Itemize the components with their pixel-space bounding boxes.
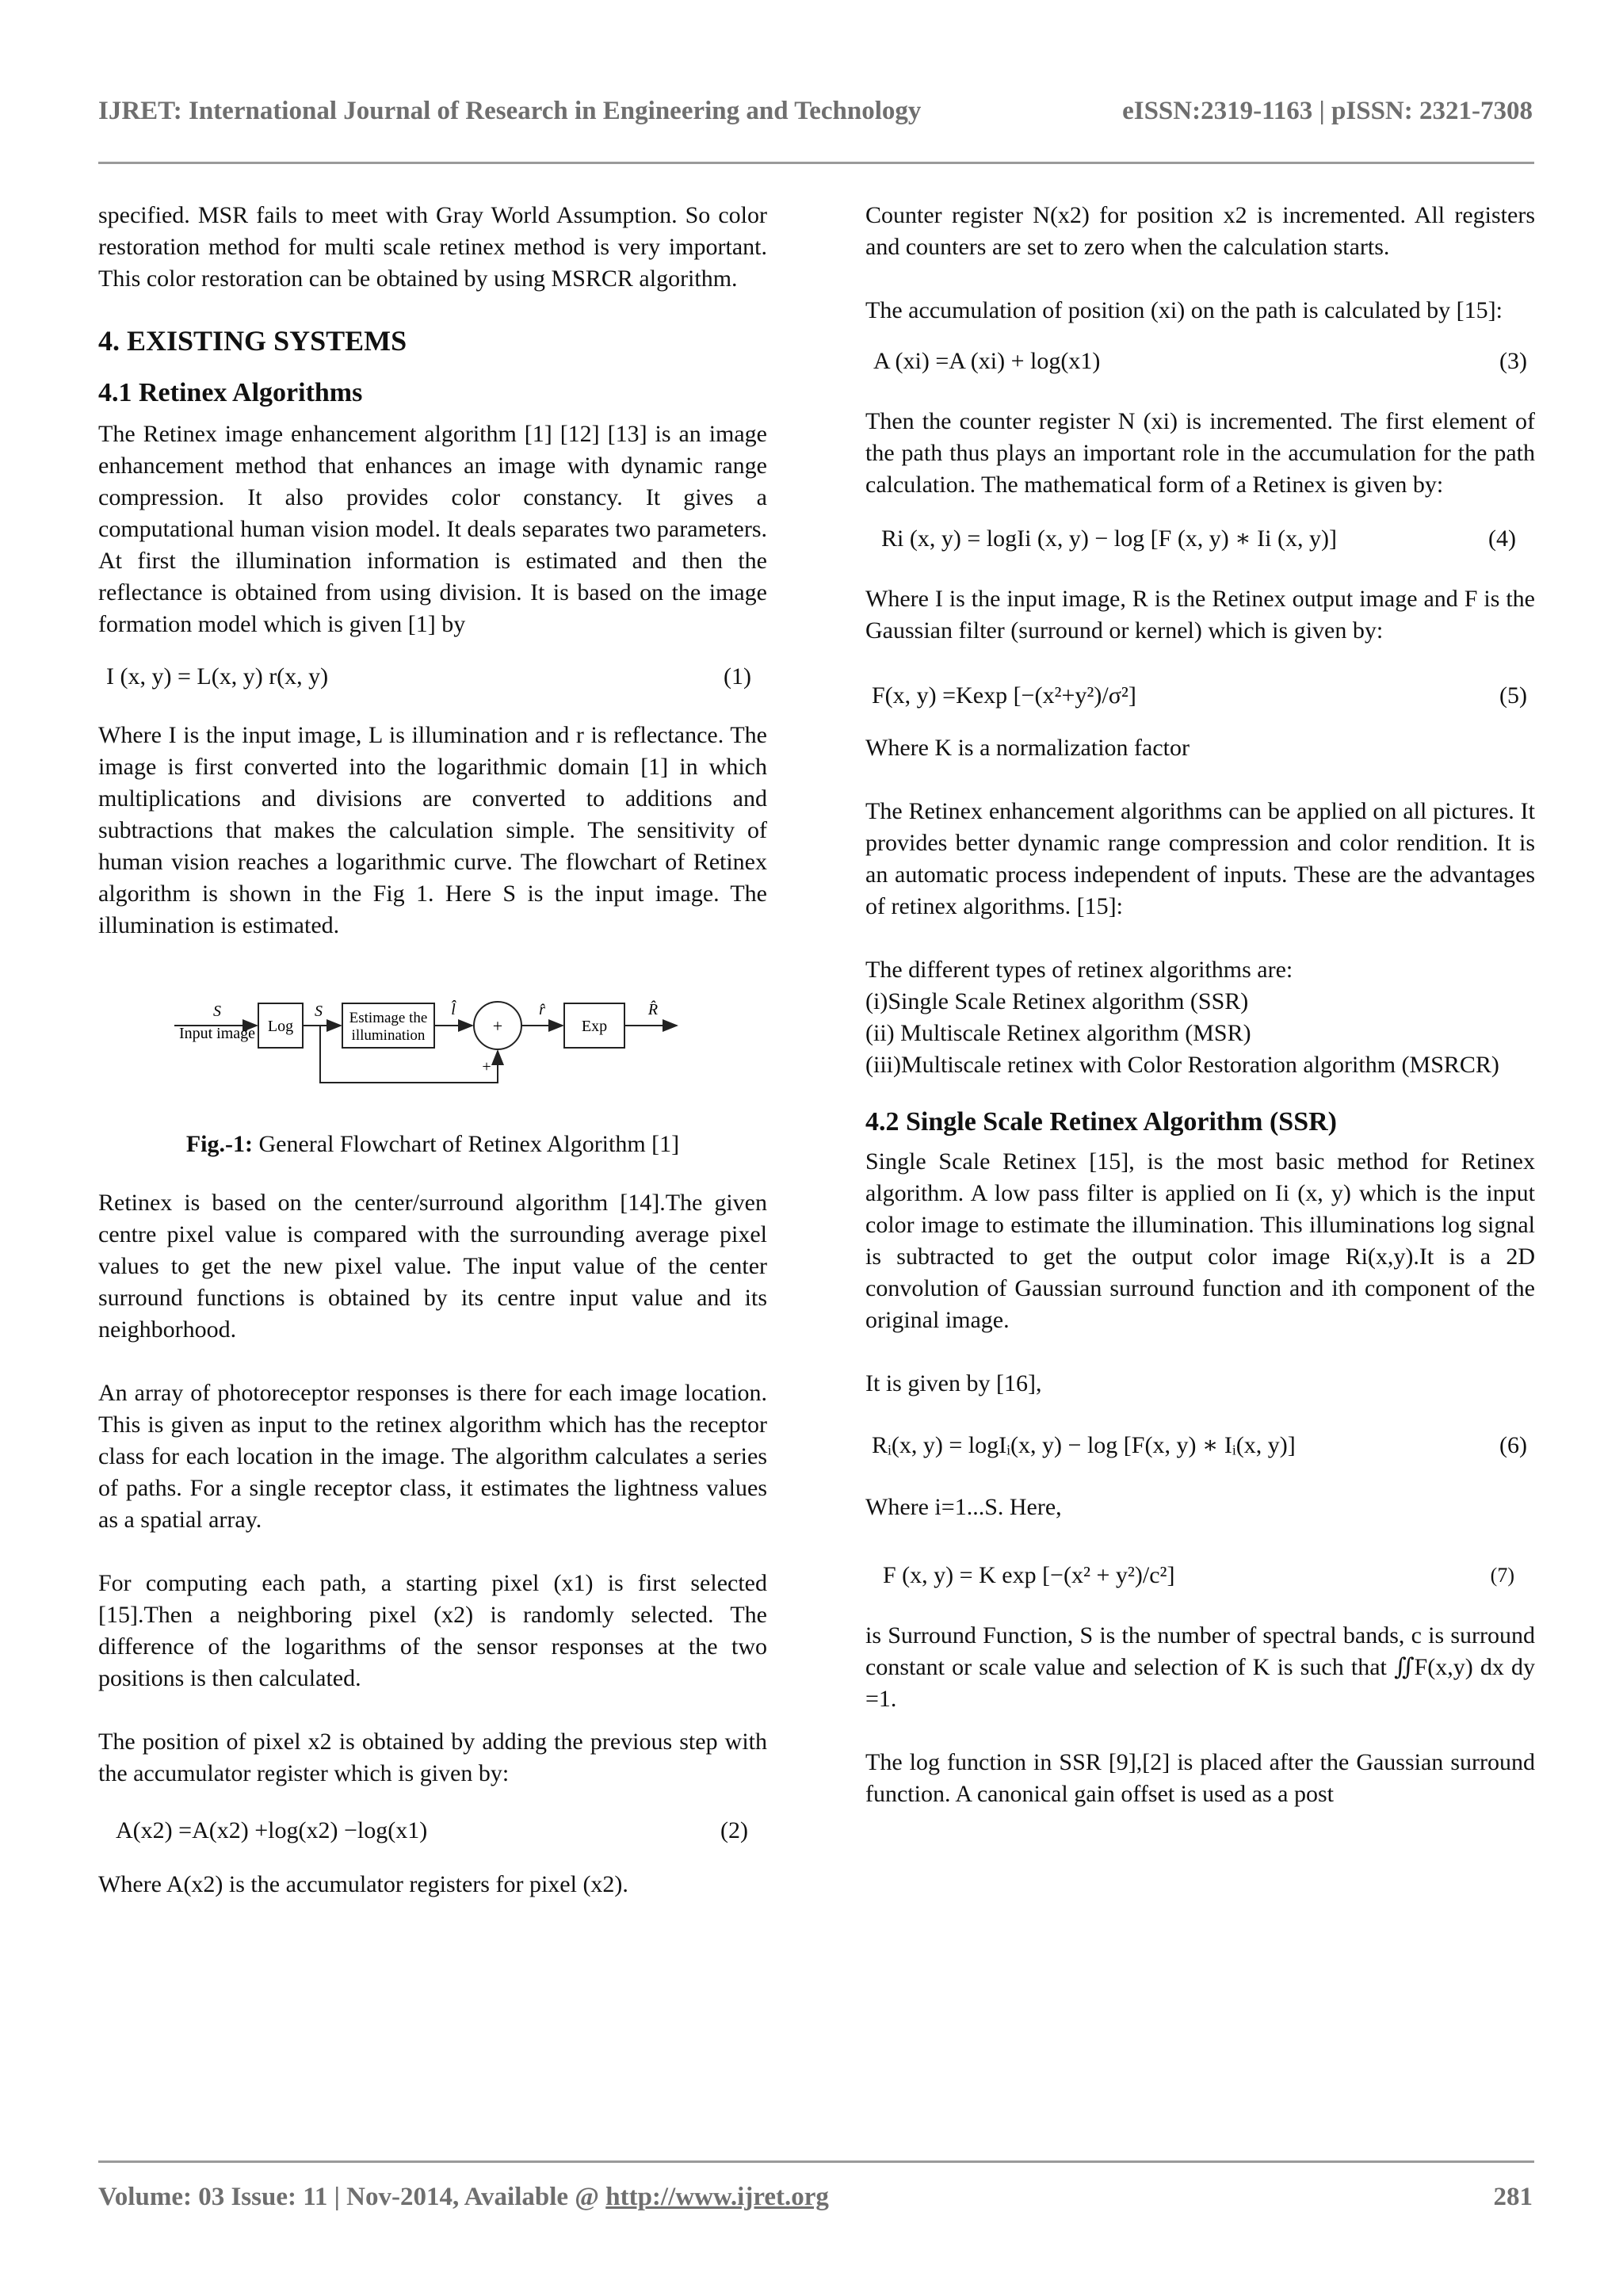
l-hat-label: l̂ [451,1001,456,1018]
footer-divider [98,2160,1534,2163]
equation-5 [865,678,1535,713]
header-divider [98,162,1534,164]
equation-body: Ri (x, y) = logIi (x, y) − log [F (x, y) ∗ Ii (x, y)] [881,525,1337,552]
equation-4 [865,521,1535,556]
left-column [98,200,767,1901]
equation-number: (4) [1488,525,1516,552]
r-hat-label: r̂ [539,1001,545,1018]
sum-plus-top: + [492,1016,503,1036]
section-heading-existing-systems: 4. EXISTING SYSTEMS [98,325,407,357]
log-label: Log [267,1018,294,1035]
paragraph: Retinex is based on the center/surround algorithm [14].The given centre pixel value is compared with the surrounding average pixel values to get the new pixel value. The input value of the center surround functions is obtained by its centre input value and its neighborhood. [98,1190,767,1343]
journal-title: IJRET: International Journal of Research in Engineering and Technology [98,97,922,125]
equation-number: (2) [720,1817,748,1843]
paragraph: Single Scale Retinex [15], is the most basic method for Retinex algorithm. A low pass filter is applied on Ii (x, y) which is the input color image to estimate the illumination. This illuminations log signal is subtracted to get the output color image Ri(x,y).It is a 2D convolution of Gaussian surround function and ith component of the original image. [865,1148,1535,1333]
paragraph: Where K is a normalization factor [865,735,1190,761]
R-hat-label: R̂ [647,1001,659,1018]
paragraph: Where I is the input image, R is the Retinex output image and F is the Gaussian filter (surround or kernel) which is given by: [865,586,1535,644]
equation-body: Rᵢ(x, y) = logIᵢ(x, y) − log [F(x, y) ∗ Iᵢ(x, y)] [872,1432,1296,1458]
paragraph: Where A(x2) is the accumulator registers for pixel (x2). [98,1871,628,1897]
flowchart-diagram [98,989,767,1108]
list-item: (ii) Multiscale Retinex algorithm (MSR) [865,1020,1251,1046]
estimate-label-line2: illumination [351,1027,426,1044]
page-number: 281 [1493,2183,1533,2211]
equation-body: A(x2) =A(x2) +log(x2) −log(x1) [116,1817,428,1843]
paragraph: Where I is the input image, L is illumination and r is reflectance. The image is first converted into the logarithmic domain [1] in which multiplications and divisions are converted to additions and subtractions that makes the calculation simple. The sensitivity of human vision reaches a logarithmic curve. The flowchart of Retinex algorithm is shown in the Fig 1. Here S is the input image. The illumination is estimated. [98,722,767,938]
equation-number: (5) [1499,682,1527,709]
paragraph: Counter register N(x2) for position x2 is incremented. All registers and counters are set to zero when the calculation starts. [865,202,1535,260]
equation-body: A (xi) =A (xi) + log(x1) [873,348,1101,374]
list-item: (i)Single Scale Retinex algorithm (SSR) [865,988,1249,1014]
figure-flowchart [98,989,767,1108]
equation-body: I (x, y) = L(x, y) r(x, y) [106,663,329,690]
page-footer [98,2183,1533,2222]
equation-2 [98,1813,767,1848]
paragraph: The Retinex image enhancement algorithm [1] [12] [13] is an image enhancement method that enhances an image with dynamic range compression. It also provides color constancy. It gives a computational human vision model. It deals separates two parameters. At first the illumination information is estimated and then the reflectance is obtained from using division. It is based on the image formation model which is given [1] by [98,421,767,637]
paragraph: The accumulation of position (xi) on the path is calculated by [15]: [865,297,1503,323]
footer-volume [98,2183,829,2212]
journal-issn: eISSN:2319-1163 | pISSN: 2321-7308 [1122,97,1533,125]
subsection-heading-retinex: 4.1 Retinex Algorithms [98,378,363,407]
paragraph: The position of pixel x2 is obtained by adding the previous step with the accumulator register which is given by: [98,1729,767,1786]
subsection-heading-ssr: 4.2 Single Scale Retinex Algorithm (SSR) [865,1107,1337,1137]
equation-3 [865,344,1535,379]
page-header [98,97,1533,144]
list-intro: The different types of retinex algorithms are: [865,957,1293,983]
paragraph: is Surround Function, S is the number of spectral bands, c is surround constant or scale value and selection of K is such that ∬F(x,y) dx dy =1. [865,1622,1535,1712]
paragraph: It is given by [16], [865,1370,1042,1396]
figure-caption-label: Fig.-1: [185,1131,253,1157]
paragraph: Then the counter register N (xi) is incremented. The first element of the path thus plays an important role in the accumulation for the path calculation. The mathematical form of a Retinex is given by: [865,408,1535,498]
figure-caption-text: General Flowchart of Retinex Algorithm [1] [252,1131,680,1157]
estimate-label-line1: Estimage the [349,1010,428,1026]
equation-number: (7) [1490,1564,1514,1587]
paragraph: For computing each path, a starting pixel (x1) is first selected [15].Then a neighboring pixel (x2) is randomly selected. The difference of the logarithms of the sensor responses at the two positions is then calculated. [98,1570,767,1691]
equation-1 [98,659,767,694]
log-s-label: S [315,1003,323,1020]
equation-body: F (x, y) = K exp [−(x² + y²)/c²] [883,1562,1175,1588]
journal-link[interactable]: http://www.ijret.org [605,2183,829,2211]
paragraph: The log function in SSR [9],[2] is placed after the Gaussian surround function. A canonical gain offset is used as a post [865,1749,1535,1807]
input-s-label: S [213,1003,221,1020]
input-image-label: Input image [178,1025,256,1042]
equation-number: (1) [724,663,751,690]
paragraph: Where i=1...S. Here, [865,1494,1062,1520]
right-column [865,200,1535,1810]
equation-number: (3) [1499,348,1527,374]
equation-6 [865,1428,1535,1463]
figure-caption [98,1129,767,1160]
equation-number: (6) [1499,1432,1527,1458]
exp-label: Exp [581,1018,608,1035]
equation-7 [865,1558,1535,1593]
equation-body: F(x, y) =Kexp [−(x²+y²)/σ²] [872,682,1136,709]
list-item: (iii)Multiscale retinex with Color Restoration algorithm (MSRCR) [865,1052,1499,1078]
footer-volume-text: Volume: 03 Issue: 11 | Nov-2014, Available @ [98,2183,606,2211]
paragraph: An array of photoreceptor responses is there for each image location. This is given as input to the retinex algorithm which has the receptor class for each location in the image. The algorithm calculates a series of paths. For a single receptor class, it estimates the lightness values as a spatial array. [98,1380,767,1533]
paragraph: The Retinex enhancement algorithms can be applied on all pictures. It provides better dynamic range compression and color rendition. It is an automatic process independent of inputs. These are the advantages of retinex algorithms. [15]: [865,798,1535,919]
sum-plus-bottom: + [482,1058,491,1075]
paragraph: specified. MSR fails to meet with Gray World Assumption. So color restoration method for multi scale retinex method is very important. This color restoration can be obtained by using MSRCR algorithm. [98,202,767,292]
